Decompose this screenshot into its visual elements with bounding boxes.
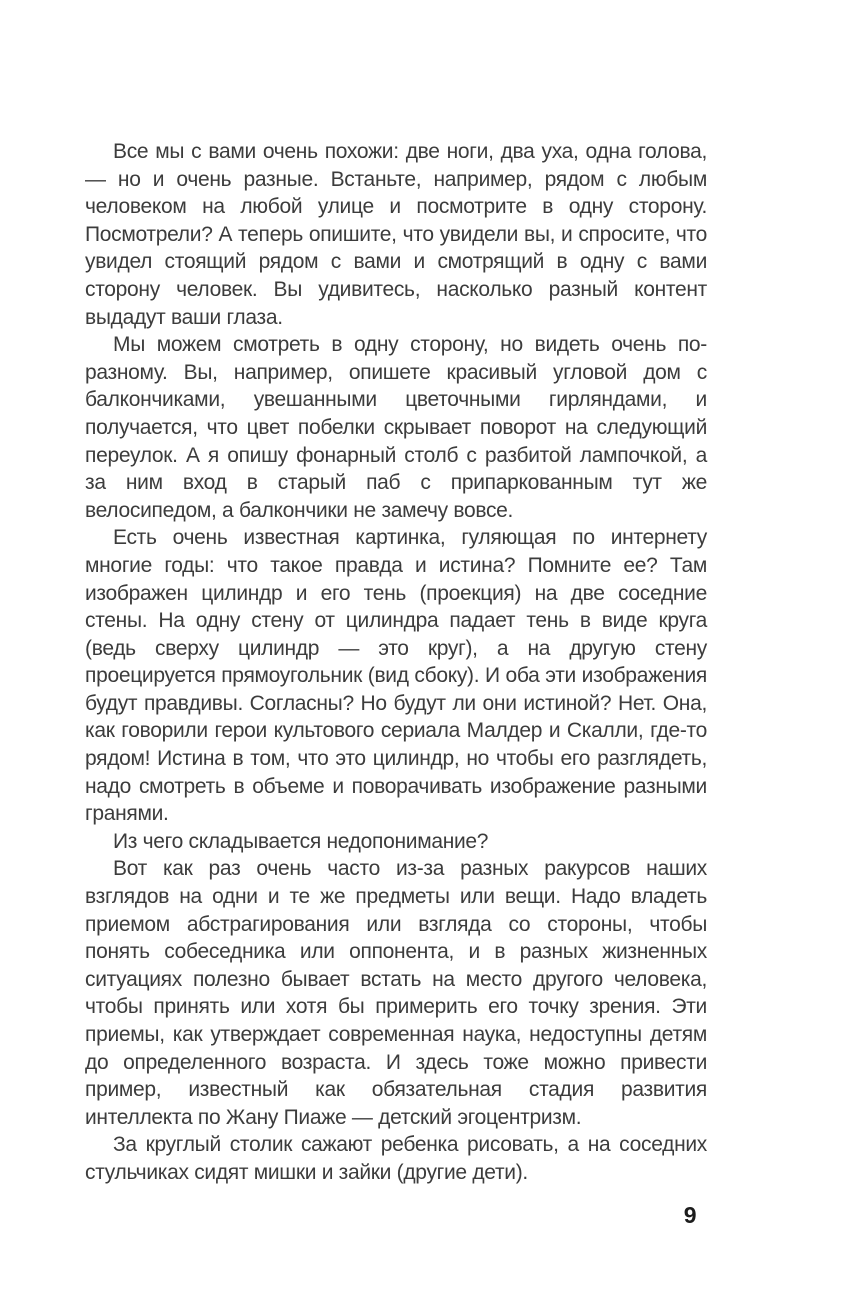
- paragraph-3: Есть очень известная картинка, гуляющая по интернету многие годы: что такое правда и истина? Помните ее? Там изображен цилиндр и его тень (проекция) на две соседние стены. На одну стену от цилиндра падает тень в виде круга (ведь сверху цилиндр — это круг), а на другую стену проецируется прямоугольник (вид сбоку). И оба эти изображения будут правдивы. Согласны? Но будут ли они истиной? Нет. Она, как говорили герои культового сериала Малдер и Скалли, где-то рядом! Истина в том, что это цилиндр, но чтобы его разглядеть, надо смотреть в объеме и поворачивать изображение разными гранями.: [85, 526, 707, 826]
- page-number: 9: [683, 1202, 696, 1228]
- paragraph-6: За круглый столик сажают ребенка рисовать, а на соседних стульчиках сидят мишки и зайки (другие дети).: [85, 1133, 707, 1184]
- paragraph-2: Мы можем смотреть в одну сторону, но видеть очень по-разному. Вы, например, опишете красивый угловой дом с балкончиками, увешанными цветочными гирляндами, и получается, что цвет побелки скрывает поворот на следующий переулок. А я опишу фонарный столб с разбитой лампочкой, а за ним вход в старый паб с припаркованным тут же велосипедом, а балкончики не замечу вовсе.: [85, 333, 707, 522]
- paragraph-4: Из чего складывается недопонимание?: [113, 829, 489, 853]
- text-block: [85, 138, 707, 1187]
- paragraph-1: Все мы с вами очень похожи: две ноги, два уха, одна голова, — но и очень разные. Встаньте, например, рядом с любым человеком на любой улице и посмотрите в одну сторону. Посмотрели? А теперь опишите, что увидели вы, и спросите, что увидел стоящий рядом с вами и смотрящий в одну с вами сторону человек. Вы удивитесь, насколько разный контент выдадут ваши глаза.: [85, 140, 707, 329]
- paragraph-5: Вот как раз очень часто из-за разных ракурсов наших взглядов на одни и те же предметы или вещи. Надо владеть приемом абстрагирования или взгляда со стороны, чтобы понять собеседника или оппонента, и в разных жизненных ситуациях полезно бывает встать на место другого человека, чтобы принять или хотя бы примерить его точку зрения. Эти приемы, как утверждает современная наука, недоступны детям до определенного возраста. И здесь тоже можно привести пример, известный как обязательная стадия развития интеллекта по Жану Пиаже — детский эгоцентризм.: [85, 857, 707, 1129]
